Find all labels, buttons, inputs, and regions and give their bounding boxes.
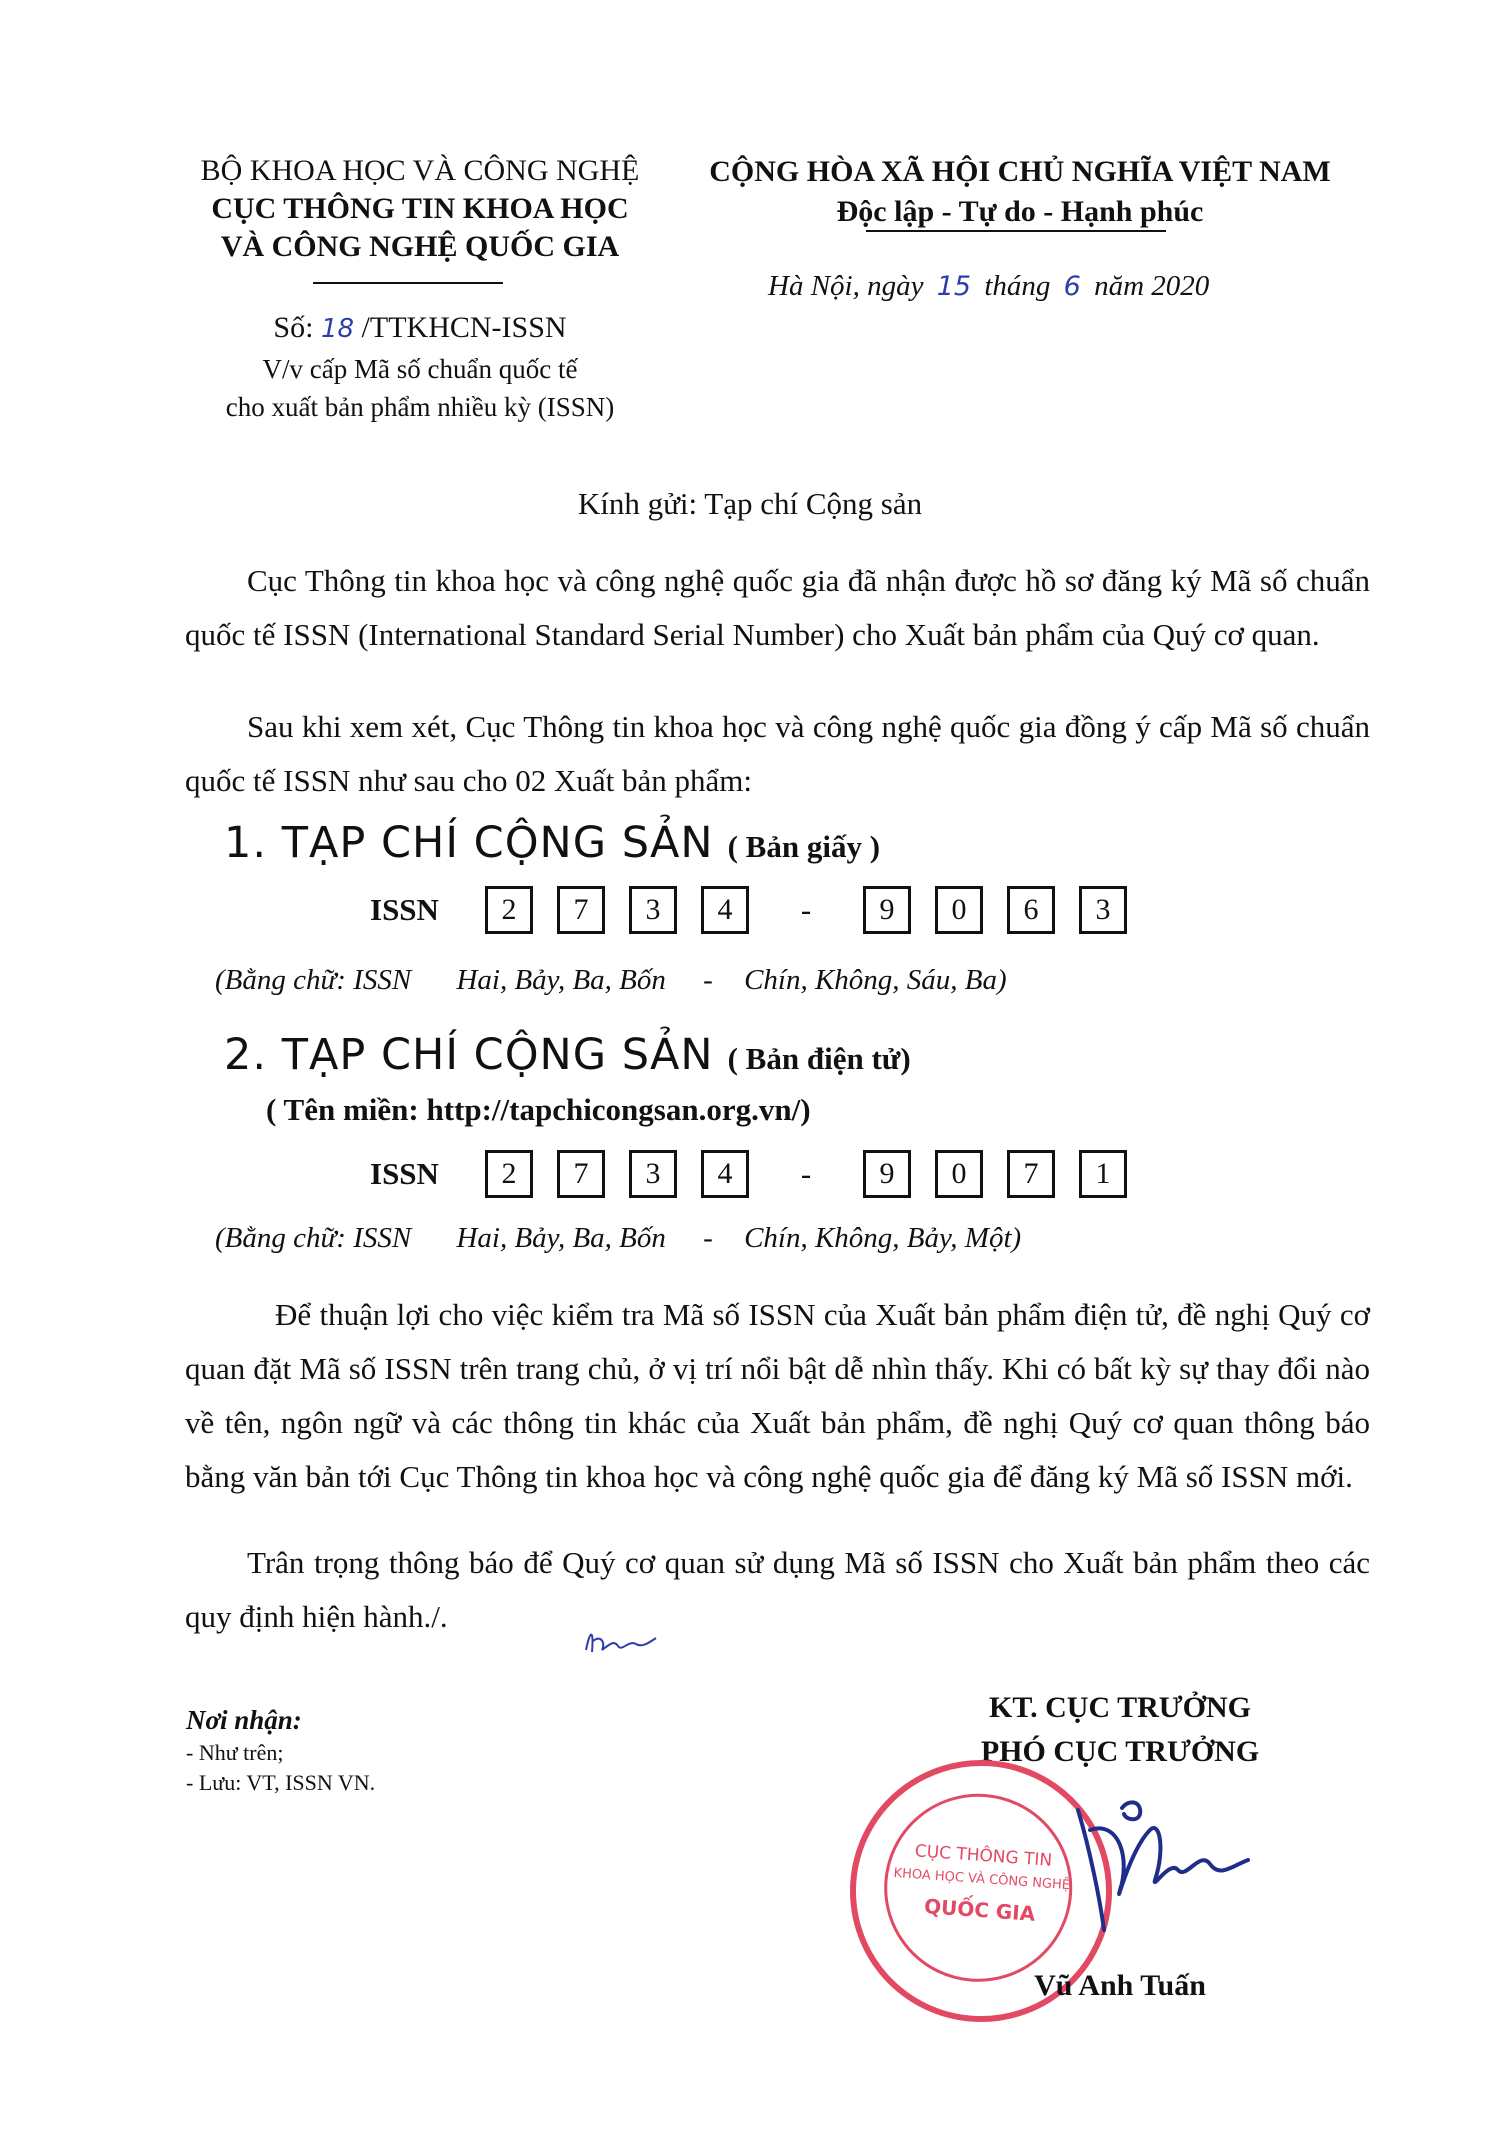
publication-1-in-words xyxy=(215,960,1007,1000)
stamp-line1: CỤC THÔNG TIN xyxy=(914,1841,1053,1871)
recipients-item: - Lưu: VT, ISSN VN. xyxy=(186,1770,376,1795)
issn-digit-box: 7 xyxy=(557,886,605,934)
paragraph-1: Cục Thông tin khoa học và công nghệ quốc gia đã nhận được hồ sơ đăng ký Mã số chuẩn quốc tế ISSN (International Standard Serial Number) cho Xuất bản phẩm của Quý cơ quan. xyxy=(185,563,1370,652)
publication-2-title: 2. TẠP CHÍ CỘNG SẢN xyxy=(224,1030,714,1080)
words-second-half: Chín, Không, Bảy, Một) xyxy=(744,1222,1022,1254)
publication-2-issn-label: ISSN xyxy=(370,1156,439,1191)
issn-digit-box: 3 xyxy=(629,886,677,934)
date-place: Hà Nội, ngày xyxy=(768,270,924,302)
issn-digit-box: 0 xyxy=(935,1150,983,1198)
country-name: CỘNG HÒA XÃ HỘI CHỦ NGHĨA VIỆT NAM xyxy=(709,155,1331,188)
date-line xyxy=(768,266,1328,307)
subject-line2: cho xuất bản phẩm nhiều kỳ (ISSN) xyxy=(225,392,615,422)
issn-digit-box: 7 xyxy=(557,1150,605,1198)
words-first-half: Hai, Bảy, Ba, Bốn xyxy=(456,1222,666,1254)
recipients-title: Nơi nhận: xyxy=(186,1705,302,1735)
issn-dash: - xyxy=(800,892,812,927)
agency-name-line1: CỤC THÔNG TIN KHOA HỌC xyxy=(211,192,629,225)
motto-underline xyxy=(866,230,1166,232)
paragraph-4: Trân trọng thông báo để Quý cơ quan sử dụng Mã số ISSN cho Xuất bản phẩm theo các quy định hiện hành./. xyxy=(185,1545,1370,1634)
recipients-block xyxy=(186,1702,375,1798)
issn-dash: - xyxy=(800,1156,812,1191)
issn-digit-box: 3 xyxy=(1079,886,1127,934)
date-month-handwritten: 6 xyxy=(1063,271,1081,302)
subject-block xyxy=(170,350,670,426)
issuer-block xyxy=(170,152,670,266)
recipient-line: Kính gửi: Tạp chí Cộng sản xyxy=(577,486,923,521)
subject-line1: V/v cấp Mã số chuẩn quốc tế xyxy=(262,354,578,384)
publication-1-issn-label: ISSN xyxy=(370,892,439,927)
ministry-name: BỘ KHOA HỌC VÀ CÔNG NGHỆ xyxy=(200,154,640,187)
publication-1-title: 1. TẠP CHÍ CỘNG SẢN xyxy=(224,818,714,868)
handwritten-signature xyxy=(1060,1790,1260,1940)
issn-digit-box: 7 xyxy=(1007,1150,1055,1198)
publication-1-title-line xyxy=(224,818,880,868)
ref-number-handwritten: 18 xyxy=(320,314,355,344)
ref-prefix: Số: xyxy=(273,311,314,344)
ref-suffix: /TTKHCN-ISSN xyxy=(361,311,567,344)
issn-digit-box: 0 xyxy=(935,886,983,934)
paragraph-3: Để thuận lợi cho việc kiểm tra Mã số ISSN của Xuất bản phẩm điện tử, đề nghị Quý cơ quan đặt Mã số ISSN trên trang chủ, ở vị trí nổi bật dễ nhìn thấy. Khi có bất kỳ sự thay đổi nào về tên, ngôn ngữ và các thông tin khác của Xuất bản phẩm, đề nghị Quý cơ quan thông báo bằng văn bản tới Cục Thông tin khoa học và công nghệ quốc gia để đăng ký Mã số ISSN mới. xyxy=(185,1297,1370,1494)
signer-role-2: PHÓ CỤC TRƯỞNG xyxy=(980,1735,1260,1768)
national-motto: Độc lập - Tự do - Hạnh phúc xyxy=(836,195,1204,228)
words-first-half: Hai, Bảy, Ba, Bốn xyxy=(456,964,666,996)
publication-2-in-words xyxy=(215,1218,1021,1258)
signature-titles xyxy=(860,1686,1380,1774)
stamp-line2: KHOA HỌC VÀ CÔNG NGHỆ xyxy=(893,1865,1071,1894)
date-month-label: tháng xyxy=(984,270,1051,302)
words-label: (Bằng chữ: ISSN xyxy=(215,964,412,996)
issn-digit-box: 2 xyxy=(485,1150,533,1198)
recipients-item: - Như trên; xyxy=(186,1740,284,1765)
signer-name: Vũ Anh Tuấn xyxy=(1034,1969,1206,2002)
publication-1-format: ( Bản giấy ) xyxy=(727,829,881,864)
issn-digit-box: 4 xyxy=(701,886,749,934)
national-heading xyxy=(700,152,1340,232)
reference-number xyxy=(170,308,670,349)
words-dash: - xyxy=(703,1222,713,1254)
initials-scribble xyxy=(580,1620,660,1660)
issn-digit-box: 3 xyxy=(629,1150,677,1198)
issn-digit-box: 9 xyxy=(863,886,911,934)
stamp-line3: QUỐC GIA xyxy=(923,1894,1036,1926)
words-second-half: Chín, Không, Sáu, Ba) xyxy=(744,964,1007,996)
issn-digit-box: 4 xyxy=(701,1150,749,1198)
date-year: năm 2020 xyxy=(1094,270,1210,302)
words-label: (Bằng chữ: ISSN xyxy=(215,1222,412,1254)
words-dash: - xyxy=(703,964,713,996)
signer-role-1: KT. CỤC TRƯỞNG xyxy=(989,1691,1251,1724)
publication-2-title-line xyxy=(224,1030,911,1080)
publication-2-domain: ( Tên miền: http://tapchicongsan.org.vn/) xyxy=(266,1092,811,1127)
paragraph-2: Sau khi xem xét, Cục Thông tin khoa học và công nghệ quốc gia đồng ý cấp Mã số chuẩn quốc tế ISSN như sau cho 02 Xuất bản phẩm: xyxy=(185,709,1370,798)
issuer-underline xyxy=(313,282,503,284)
date-day-handwritten: 15 xyxy=(936,271,972,302)
agency-name-line2: VÀ CÔNG NGHỆ QUỐC GIA xyxy=(220,230,620,263)
issn-digit-box: 6 xyxy=(1007,886,1055,934)
issn-digit-box: 2 xyxy=(485,886,533,934)
publication-1-issn-row xyxy=(370,886,1151,934)
publication-2-format: ( Bản điện tử) xyxy=(727,1041,911,1076)
issn-digit-box: 1 xyxy=(1079,1150,1127,1198)
issn-digit-box: 9 xyxy=(863,1150,911,1198)
publication-2-issn-row xyxy=(370,1150,1151,1198)
